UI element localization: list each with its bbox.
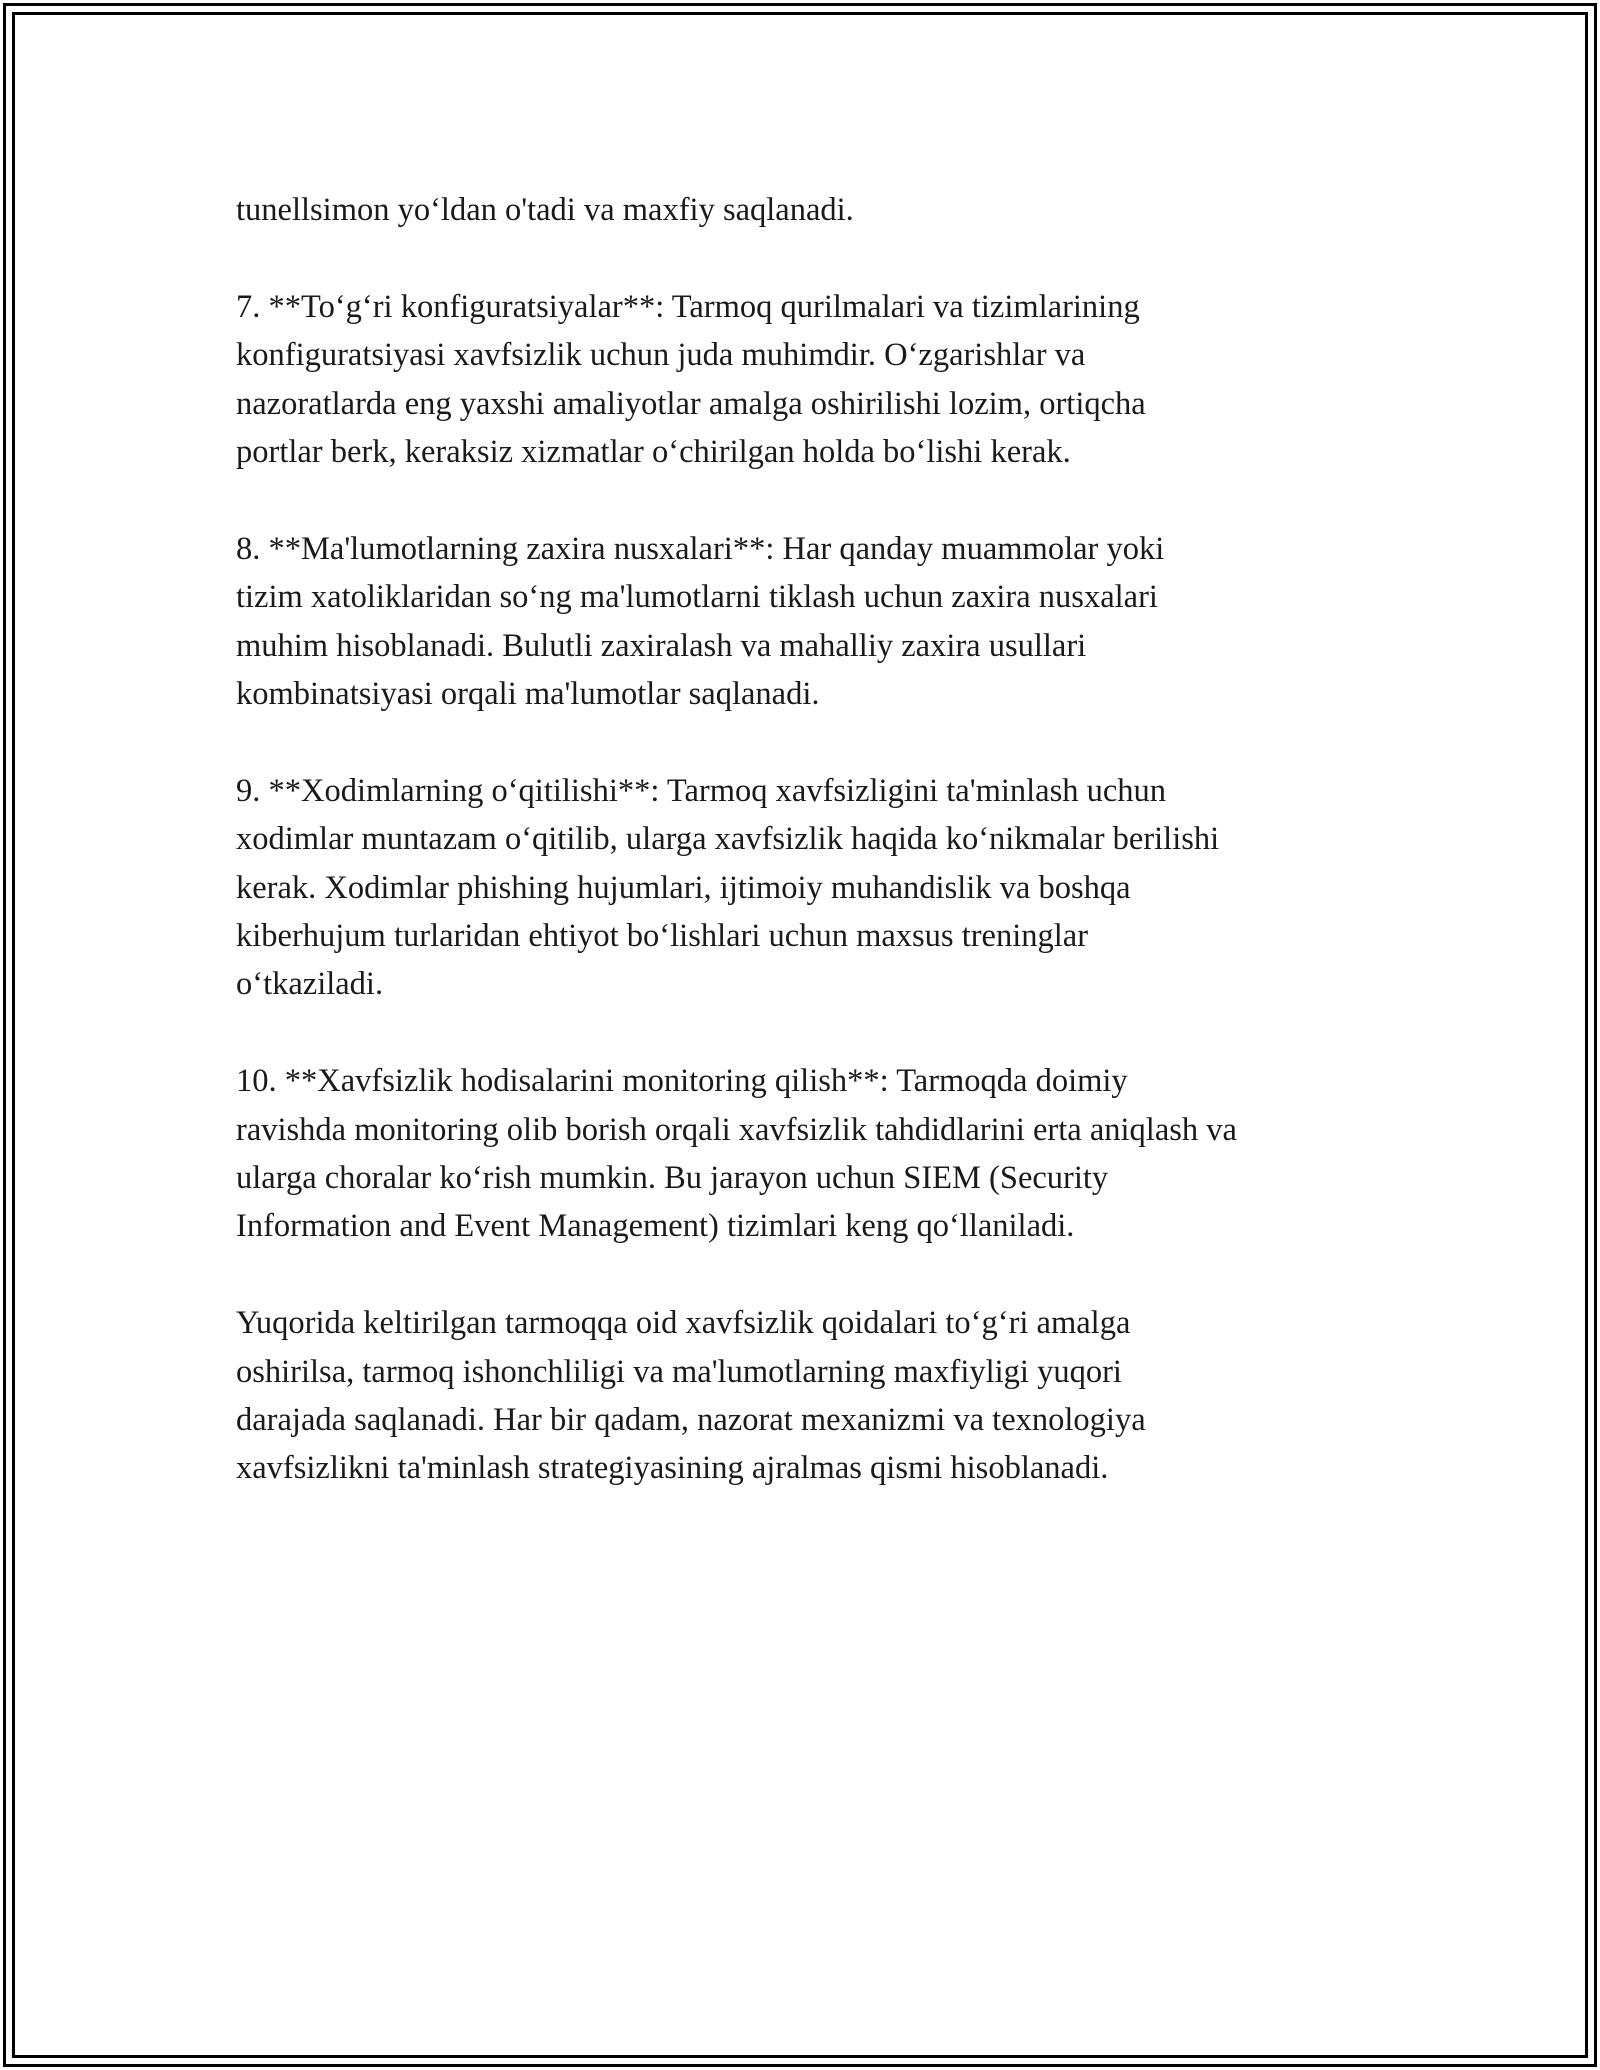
paragraph-item-10-monitoring: 10. **Xavfsizlik hodisalarini monitoring qilish**: Tarmoqda doimiy ravishda monitoring olib borish orqali xavfsizlik tahdidlarini erta aniqlash va ularga choralar ko‘rish mumkin. Bu jarayon uchun SIEM (Security Information and Event Management) tizimlari keng qo‘llaniladi. bbox=[236, 1063, 1237, 1245]
document-body bbox=[236, 186, 1386, 1541]
paragraph-item-7-configurations: 7. **To‘g‘ri konfiguratsiyalar**: Tarmoq qurilmalari va tizimlarining konfiguratsiyasi xavfsizlik uchun juda muhimdir. O‘zgarishlar va nazoratlarda eng yaxshi amaliyotlar amalga oshirilishi lozim, ortiqcha portlar berk, keraksiz xizmatlar o‘chirilgan holda bo‘lishi kerak. bbox=[236, 288, 1146, 471]
paragraph-continuation: tunellsimon yo‘ldan o'tadi va maxfiy saqlanadi. bbox=[236, 192, 854, 228]
paragraph-item-8-backups: 8. **Ma'lumotlarning zaxira nusxalari**: Har qanday muammolar yoki tizim xatoliklaridan so‘ng ma'lumotlarni tiklash uchun zaxira nusxalari muhim hisoblanadi. Bulutli zaxiralash va mahalliy zaxira usullari kombinatsiyasi orqali ma'lumotlar saqlanadi. bbox=[236, 530, 1165, 713]
paragraph-item-9-staff-training: 9. **Xodimlarning o‘qitilishi**: Tarmoq xavfsizligini ta'minlash uchun xodimlar muntazam o‘qitilib, ularga xavfsizlik haqida ko‘nikmalar berilishi kerak. Xodimlar phishing hujumlari, ijtimoiy muhandislik va boshqa kiberhujum turlaridan ehtiyot bo‘lishlari uchun maxsus treninglar o‘tkaziladi. bbox=[236, 772, 1220, 1003]
paragraph-conclusion: Yuqorida keltirilgan tarmoqqa oid xavfsizlik qoidalari to‘g‘ri amalga oshirilsa, tarmoq ishonchliligi va ma'lumotlarning maxfiyligi yuqori darajada saqlanadi. Har bir qadam, nazorat mexanizmi va texnologiya xavfsizlikni ta'minlash strategiyasining ajralmas qismi hisoblanadi. bbox=[236, 1305, 1146, 1487]
